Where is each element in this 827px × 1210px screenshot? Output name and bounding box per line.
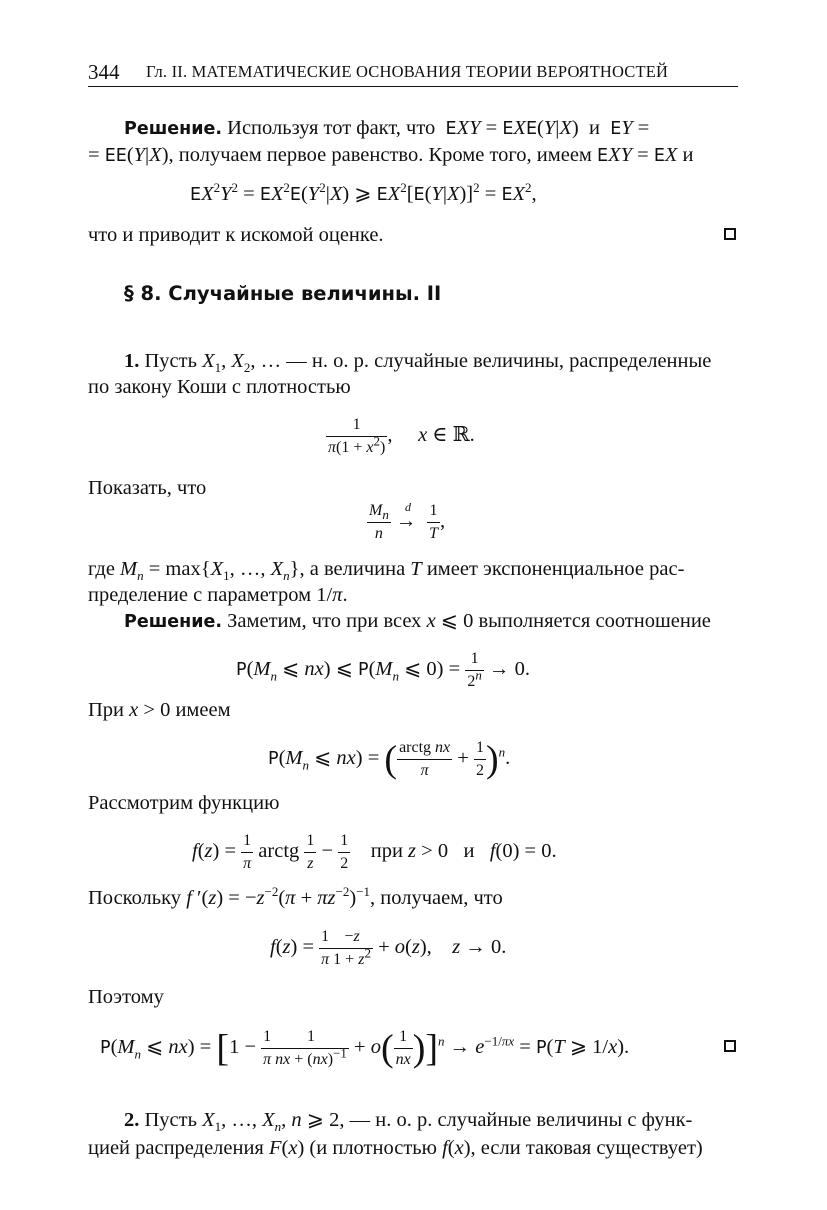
text: Поэтому (88, 986, 164, 1008)
problem1-solution-1: Решение. Заметим, что при всех x ⩽ 0 выполняется соотношение (124, 610, 711, 632)
problem1-since: Поскольку f $'(z) = -z^{-2}(\pi + \pi z^{-2})^{-1}$, получаем, что (88, 884, 503, 909)
problem1-when: При x > 0 имеем (88, 699, 231, 721)
problem1-line-1: 1. Пусть $X_1$, $X_2$, … — н. о. р. случайные величины, распределенные (124, 350, 712, 376)
problem2-line-1: 2. Пусть $X_1$, …, $X_n$, n ⩾ 2, — н. о. р. случайные величины с функ- (124, 1109, 693, 1135)
problem1-where-2: пределение с параметром 1/π. (88, 584, 348, 606)
problem-number: 2. (124, 1109, 140, 1131)
problem1-consider (88, 790, 279, 816)
text: имеем (175, 699, 231, 721)
running-header (88, 58, 738, 87)
text: , если таковая существует) (470, 1137, 703, 1159)
text: , получаем, что (370, 887, 503, 909)
text: Поскольку (88, 887, 182, 909)
section-title: § 8. Случайные величины. II (124, 282, 442, 305)
word-and: и (588, 117, 600, 139)
display-formula-2: $P(M_n$ ⩽ nx) ⩽ $P(M_n$ ⩽ 0) = $\frac{1}{2^n}$ → 0. (236, 650, 530, 690)
text: где (88, 558, 115, 580)
problem1-therefore (88, 984, 164, 1010)
display-formula-5: f(z) = $\frac{1}{\pi}$ $\frac{-z}{1 + z^2}$ + o(z), z → 0. (270, 928, 507, 968)
solution-line-2: = EE(Y|X), получаем первое равенство. Кроме того, имеем EXY = EX и (88, 144, 694, 166)
solution-label: Решение. (124, 612, 223, 632)
text: — н. о. р. случайные величины, распределенные (286, 350, 712, 372)
text: по закону Коши с плотностью (88, 376, 351, 398)
problem1-line-2 (88, 374, 351, 400)
text: пределение с параметром (88, 584, 312, 606)
text: Показать, что (88, 477, 207, 499)
problem-number: 1. (124, 350, 140, 372)
running-title: Гл. II. МАТЕМАТИЧЕСКИЕ ОСНОВАНИЯ ТЕОРИИ ВЕРОЯТНОСТЕЙ (146, 62, 669, 81)
display-formula-convergence: $\frac{M_n}{n}$ d → $\frac{1}{T}$ , (369, 500, 446, 542)
solution-line-1: Решение. Используя тот факт, что EXY = EXE(Y|X) и EY = (124, 117, 650, 139)
display-formula-cauchy: $\frac{1}{\pi(1 + x^2)}$ , x ∈ ℝ. (328, 416, 475, 456)
page-number: 344 (88, 60, 120, 84)
text: имеет экспоненциальное рас- (426, 558, 685, 580)
problem2-line-2: цией распределения F(x) (и плотностью f(x), если таковая существует) (88, 1137, 703, 1159)
word-pri: при (370, 840, 403, 863)
qed-square-icon (724, 228, 736, 240)
display-formula-3: $P(M_n$ ⩽ nx) = ( $\frac{\text{arctg nx}}{\pi}$ + $\frac{1}{2}$ )$^n$. (268, 738, 511, 781)
text: Пусть (144, 1109, 197, 1131)
display-formula-1: $EX^2Y^2 = EX^2E(Y^2|X)$ ⩾ $EX^2[E(Y|X)]^2 = EX^2$, (190, 180, 537, 205)
text: — н. о. р. случайные величины с функ- (349, 1109, 693, 1131)
solution-line-4 (88, 222, 384, 248)
word-and: и (682, 144, 694, 166)
text: , получаем первое равенство. Кроме того, имеем (168, 144, 592, 166)
qed-square-icon (724, 1040, 736, 1052)
text: цией распределения (88, 1137, 264, 1159)
text: Пусть (144, 350, 197, 372)
text: , а величина (299, 558, 406, 580)
problem1-show (88, 475, 206, 501)
text: что и приводит к искомой оценке. (88, 224, 384, 246)
display-formula-4: f(z) = $\frac{1}{\pi}$ arctg $\frac{1}{z}$ − $\frac{1}{2}$ при z > 0 и f(0) = 0. (192, 832, 557, 872)
text: Используя тот факт, что (227, 117, 436, 139)
word-and: и (463, 840, 475, 863)
text: Заметим, что при всех (227, 610, 422, 632)
text: Рассмотрим функцию (88, 792, 280, 814)
display-formula-6: $P(M_n$ ⩽ nx) = [1 − $\frac{1}{\pi}$ $\frac{1}{nx + (nx)^{-1}}$ + o( $\frac{1}{nx}$ )]$^n \to e^{-1/\pi x} = P(T$ ⩾ 1/x). (100, 1027, 630, 1070)
problem1-where-1: где $M_n = \max\{X_1$, …, $X_n$}, а величина T имеет экспоненциальное рас- (88, 558, 685, 584)
solution-label: Решение. (124, 119, 223, 139)
text: выполняется соотношение (478, 610, 711, 632)
text: (и плотностью (309, 1137, 437, 1159)
text: При (88, 699, 125, 721)
